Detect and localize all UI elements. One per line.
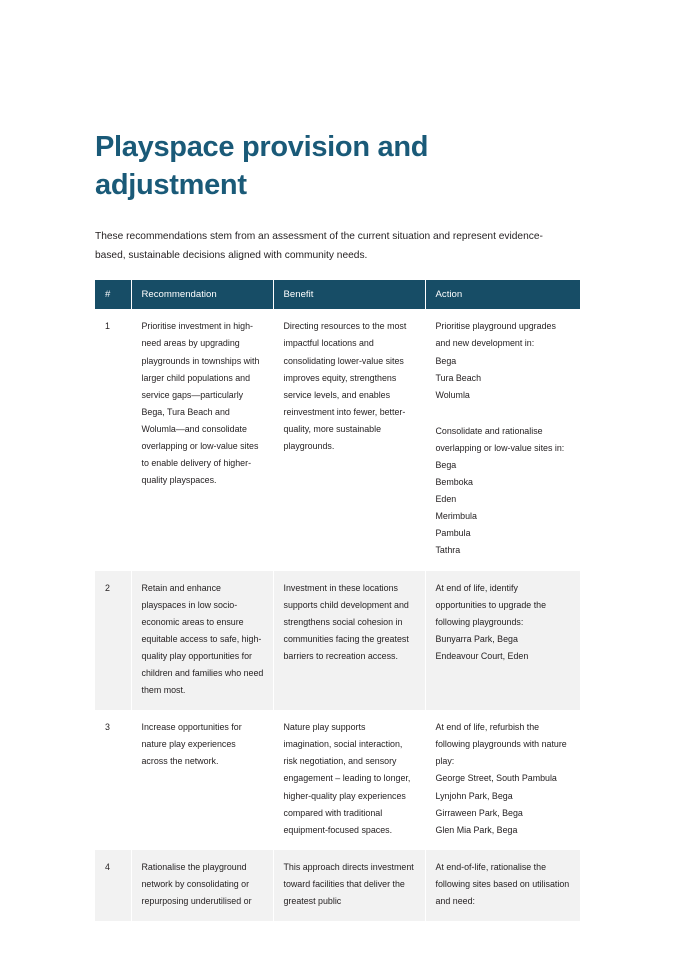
row-benefit bbox=[273, 309, 425, 570]
page-title: Playspace provision and adjustment bbox=[95, 131, 429, 202]
row-action bbox=[425, 309, 580, 570]
action-spacer bbox=[436, 404, 572, 423]
row-benefit bbox=[273, 850, 425, 921]
action-list-item: Wolumla bbox=[435, 389, 470, 400]
table-row bbox=[95, 309, 580, 570]
table-header-row bbox=[95, 280, 580, 309]
row-action bbox=[425, 710, 580, 850]
benefit-text: Directing resources to the most impactful locations and consolidating lower-value sites improves equity, strengthens service levels, and enables reinvestment into fewer, better-quality, more sustainable playgrounds. bbox=[283, 321, 407, 451]
action-list-item: Endeavour Court, Eden bbox=[435, 650, 529, 661]
row-number: 2 bbox=[95, 571, 131, 711]
benefit-text: Nature play supports imagination, social interaction, risk negotiation, and sensory engagement – leading to longer, higher-quality play experiences compared with traditional equipment-focused spaces. bbox=[283, 722, 411, 835]
row-number: 3 bbox=[95, 710, 131, 850]
column-header-recommendation: Recommendation bbox=[131, 280, 273, 309]
benefit-text: Investment in these locations supports child development and strengthens social cohesion in communities facing the greatest barriers to recreation access. bbox=[283, 582, 409, 661]
recommendations-table bbox=[95, 280, 580, 921]
row-benefit bbox=[273, 710, 425, 850]
row-action bbox=[425, 571, 580, 711]
column-header-action: Action bbox=[425, 280, 580, 309]
action-list-item: Bemboka bbox=[435, 477, 473, 488]
row-number: 4 bbox=[95, 850, 131, 921]
action-list-item: Eden bbox=[435, 494, 457, 505]
action-list-item: Bunyarra Park, Bega bbox=[435, 633, 518, 644]
row-recommendation bbox=[131, 850, 273, 921]
row-recommendation bbox=[131, 571, 273, 711]
action-list-item: Tathra bbox=[435, 545, 461, 556]
action-lead-primary: At end-of-life, rationalise the following sites based on utilisation and need: bbox=[435, 861, 570, 907]
recommendation-text: Retain and enhance playspaces in low socio-economic areas to ensure equitable access to safe, high-quality play opportunities for children and families who need them most. bbox=[141, 582, 264, 696]
table-row bbox=[95, 850, 580, 921]
recommendation-text: Increase opportunities for nature play experiences across the network. bbox=[141, 722, 242, 767]
row-number: 1 bbox=[95, 309, 131, 570]
table-body bbox=[95, 309, 580, 921]
action-list-item: Glen Mia Park, Bega bbox=[435, 824, 518, 835]
action-list-item: Pambula bbox=[435, 528, 471, 539]
action-lead-primary: At end of life, identify opportunities to upgrade the following playgrounds: bbox=[435, 582, 547, 627]
row-recommendation bbox=[131, 309, 273, 570]
action-lead-primary: Prioritise playground upgrades and new development in: bbox=[435, 321, 556, 349]
action-list-item: Girraween Park, Bega bbox=[435, 807, 523, 818]
column-header-benefit: Benefit bbox=[273, 280, 425, 309]
recommendation-text: Rationalise the playground network by consolidating or repurposing underutilised or bbox=[141, 861, 252, 907]
action-list-item: Tura Beach bbox=[435, 372, 482, 383]
row-action bbox=[425, 850, 580, 921]
recommendation-text: Prioritise investment in high-need areas by upgrading playgrounds in townships with larger child populations and service gaps—particularly Bega, Tura Beach and Wolumla—and consolidate overlapping or low-value sites to enable delivery of higher-quality playspaces. bbox=[141, 321, 260, 486]
column-header-number: # bbox=[95, 280, 131, 309]
action-list-item: Lynjohn Park, Bega bbox=[435, 790, 513, 801]
table-row bbox=[95, 571, 580, 711]
action-list-item: Bega bbox=[435, 355, 457, 366]
table-header bbox=[95, 280, 580, 309]
row-recommendation bbox=[131, 710, 273, 850]
action-list-item: Bega bbox=[435, 459, 457, 470]
action-list-item: George Street, South Pambula bbox=[435, 773, 557, 784]
page-content bbox=[95, 128, 580, 921]
action-lead-primary: At end of life, refurbish the following playgrounds with nature play: bbox=[435, 722, 567, 767]
row-benefit bbox=[273, 571, 425, 711]
action-lead-secondary: Consolidate and rationalise overlapping or low-value sites in: bbox=[435, 425, 565, 453]
action-list-item: Merimbula bbox=[435, 511, 477, 522]
table-row bbox=[95, 710, 580, 850]
intro-paragraph: These recommendations stem from an assessment of the current situation and represent evidence-based, sustainable decisions aligned with community needs. bbox=[95, 230, 543, 262]
benefit-text: This approach directs investment toward facilities that deliver the greatest public bbox=[283, 861, 414, 907]
